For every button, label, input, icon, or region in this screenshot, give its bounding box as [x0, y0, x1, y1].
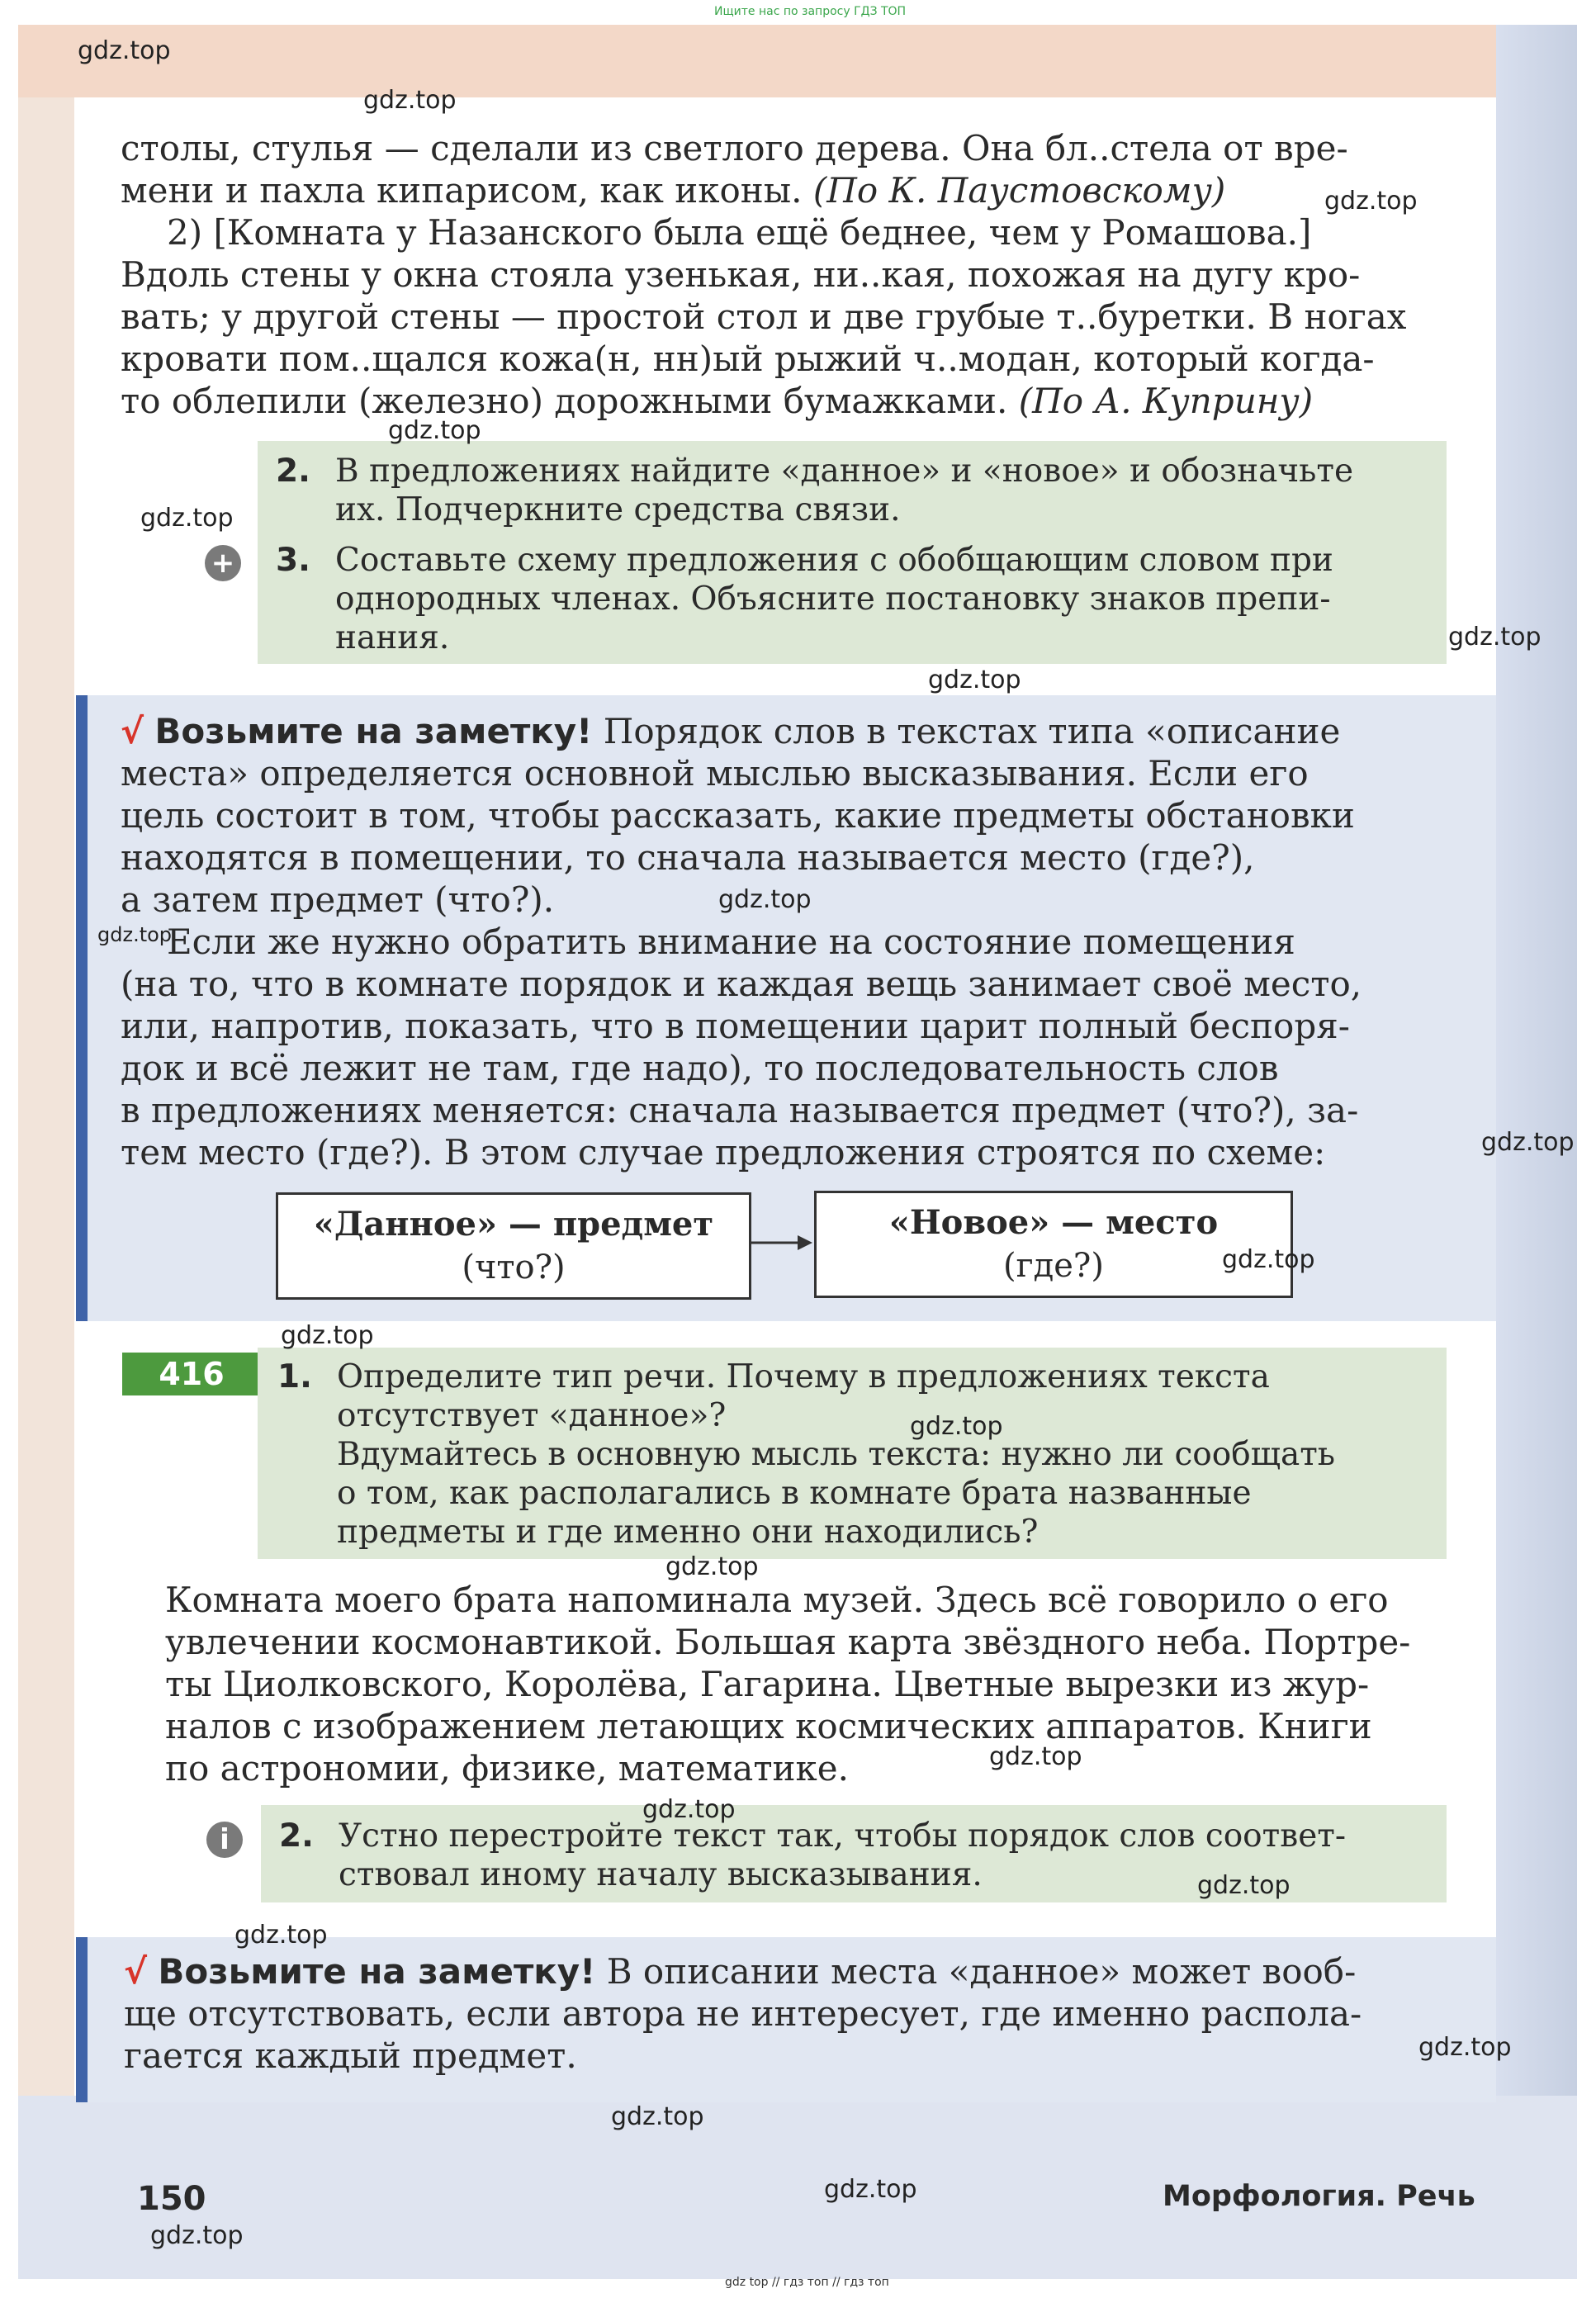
exercise-416-task-2: 2. Устно перестройте текст так, чтобы порядок слов соответ- ствовал иному началу высказывания.	[279, 1817, 1347, 1893]
bottom-notice: gdz top // гдз топ // гдз топ	[725, 2276, 889, 2289]
task-3: 3. Составьте схему предложения с обобщающим словом при однородных членах. Объясните постановку знаков препи- нания.	[276, 542, 1333, 656]
watermark: gdz.top	[824, 2175, 917, 2204]
note-accent-bar	[76, 1937, 88, 2102]
top-band	[18, 25, 1496, 97]
check-icon: √	[124, 1951, 148, 1992]
watermark: gdz.top	[388, 416, 481, 445]
check-icon: √	[121, 711, 144, 751]
watermark: gdz.top	[150, 2221, 244, 2250]
watermark: gdz.top	[281, 1321, 374, 1350]
exercise-416-text: Комната моего брата напоминала музей. Здесь всё говорило о его увлечении космонавтикой. Большая карта звёздного неба. Портре- ты Циолковского, Королёва, Гагарина. Цветные вырезки из жур- налов с изображением летающих космических аппаратов. Книги по астрономии, физике, математике.	[165, 1580, 1411, 1789]
watermark: gdz.top	[642, 1795, 736, 1824]
note-accent-bar	[76, 695, 88, 1321]
watermark: gdz.top	[910, 1412, 1003, 1441]
watermark: gdz.top	[78, 36, 171, 65]
watermark: gdz.top	[665, 1552, 759, 1581]
task-2: 2. В предложениях найдите «данное» и «новое» и обозначьте их. Подчеркните средства связи.	[276, 452, 1354, 528]
watermark: gdz.top	[1324, 187, 1418, 216]
watermark: gdz.top	[718, 885, 812, 914]
scheme-arrow	[748, 1230, 814, 1255]
watermark: gdz.top	[1222, 1245, 1315, 1274]
scheme-new-place: «Новое» — место (где?)	[814, 1191, 1293, 1298]
watermark: gdz.top	[363, 86, 457, 115]
exercise-number-badge: 416	[122, 1353, 261, 1395]
top-notice: Ищите нас по запросу ГДЗ ТОП	[714, 5, 907, 18]
watermark: gdz.top	[1197, 1871, 1291, 1900]
page-number: 150	[137, 2180, 206, 2218]
watermark: gdz.top	[1418, 2033, 1512, 2062]
watermark: gdz.top	[234, 1921, 328, 1950]
scheme-given-object: «Данное» — предмет (что?)	[276, 1192, 751, 1300]
exercise-416-task-1: 1. Определите тип речи. Почему в предложениях текста отсутствует «данное»? Вдумайтесь в основную мысль текста: нужно ли сообщать о том, как располагались в комнате брата названные предметы и где именно они находились?	[277, 1358, 1336, 1551]
watermark: gdz.top	[1448, 623, 1542, 651]
text-fragment-paustovsky: столы, стулья — сделали из светлого дерева. Она бл..стела от вре- мени и пахла кипарисом, как иконы. (По К. Паустовскому) 2) [Комната у Назанского была ещё беднее, чем у Ромашова.] Вдоль стены у окна стояла узенькая, ни..кая, похожая на дугу кро- вать; у другой стены — простой стол и две грубые т..буретки. В ногах кровати пом..щался кожа(н, нн)ый рыжий ч..модан, который когда- то облепили (железно) дорожными бумажками. (По А. Куприну)	[121, 128, 1407, 421]
watermark: gdz.top	[989, 1742, 1082, 1771]
watermark: gdz.top	[140, 504, 234, 533]
watermark: gdz.top	[928, 666, 1021, 694]
watermark: gdz.top	[1481, 1128, 1575, 1157]
note-2-text: √ Возьмите на заметку! В описании места «данное» может вооб- ще отсутствовать, если автора не интересует, где именно распола- гается каждый предмет.	[124, 1951, 1362, 2076]
note-1-text: √ Возьмите на заметку! Порядок слов в текстах типа «описание места» определяется основной мыслью высказывания. Если его цель состоит в том, чтобы рассказать, какие предметы обстановки находятся в помещении, то сначала называется место (где?), а затем предмет (что?). Если же нужно обратить внимание на состояние помещения (на то, что в комнате порядок и каждая вещь занимает своё место, или, напротив, показать, что в помещении царит полный беспоря- док и всё лежит не там, где надо), то последовательность слов в предложениях меняется: сначала называется предмет (что?), за- тем место (где?). В этом случае предложения строятся по схеме:	[121, 711, 1362, 1173]
plus-circle-icon: +	[205, 545, 241, 581]
section-title: Морфология. Речь	[1163, 2180, 1475, 2213]
left-margin	[18, 97, 74, 2096]
watermark: gdz.top	[611, 2102, 704, 2131]
info-circle-icon: i	[206, 1822, 243, 1858]
watermark: gdz.top	[97, 923, 173, 946]
